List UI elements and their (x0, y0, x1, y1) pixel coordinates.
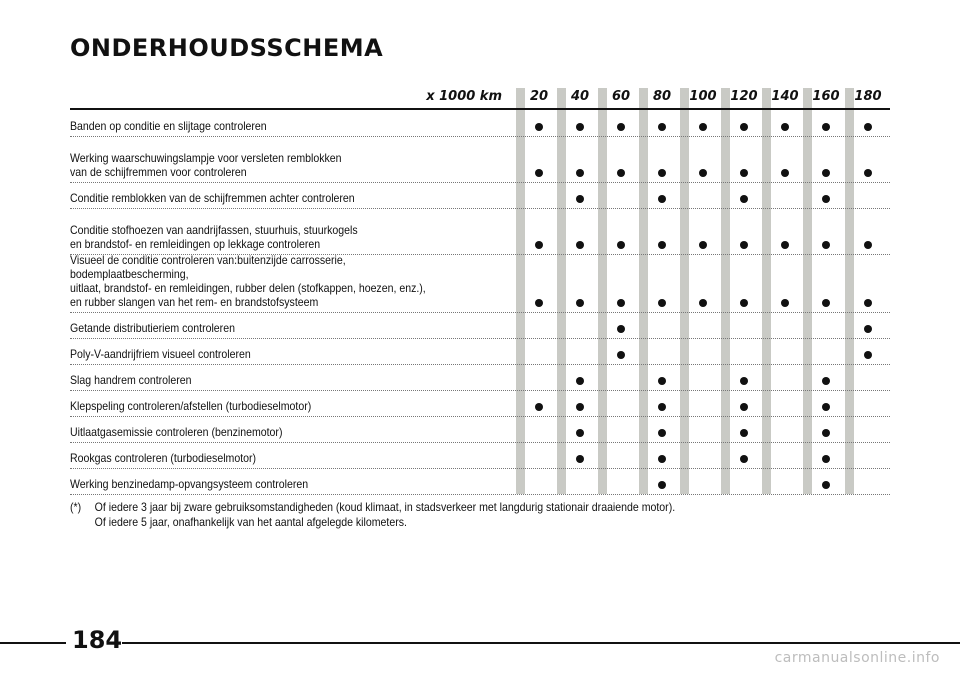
watermark: carmanualsonline.info (774, 650, 940, 666)
column-header: 140 (771, 89, 799, 104)
table-row (70, 137, 890, 183)
table-row (70, 365, 890, 391)
unit-label: x 1000 km (426, 89, 502, 104)
check-dot (658, 169, 666, 177)
column-header: 80 (652, 89, 672, 104)
table-row (70, 183, 890, 209)
check-dot (576, 195, 584, 203)
check-dot (781, 123, 789, 131)
check-dot (576, 403, 584, 411)
check-dot (822, 403, 830, 411)
check-dot (864, 169, 872, 177)
table-row (70, 443, 890, 469)
task-label: Banden op conditie en slijtage controleren (70, 119, 267, 133)
check-dot (658, 403, 666, 411)
check-dot (781, 169, 789, 177)
task-label: Conditie remblokken van de schijfremmen achter controleren (70, 191, 355, 205)
check-dot (658, 429, 666, 437)
column-header: 100 (689, 89, 717, 104)
check-dot (740, 455, 748, 463)
check-dot (864, 351, 872, 359)
table-row (70, 255, 890, 313)
check-dot (740, 123, 748, 131)
table-header (70, 88, 890, 108)
check-dot (576, 377, 584, 385)
check-dot (576, 123, 584, 131)
check-dot (822, 299, 830, 307)
check-dot (535, 241, 543, 249)
check-dot (658, 455, 666, 463)
check-dot (658, 241, 666, 249)
column-header: 20 (529, 89, 549, 104)
check-dot (699, 299, 707, 307)
check-dot (822, 481, 830, 489)
check-dot (822, 169, 830, 177)
check-dot (740, 241, 748, 249)
column-header: 180 (854, 89, 882, 104)
check-dot (864, 325, 872, 333)
check-dot (617, 241, 625, 249)
check-dot (822, 377, 830, 385)
column-header: 40 (570, 89, 590, 104)
check-dot (740, 169, 748, 177)
header-rule (70, 108, 890, 110)
task-label: Werking benzinedamp-opvangsysteem controleren (70, 477, 309, 491)
task-label: Klepspeling controleren/afstellen (turbodieselmotor) (70, 399, 312, 413)
check-dot (658, 195, 666, 203)
check-dot (576, 429, 584, 437)
task-label: Visueel de conditie controleren van:buitenzijde carrosserie, bodemplaatbescherming, uitlaat, brandstof- en remleidingen, rubber delen (stofkappen, hoezen, enz.), en rubber slangen van het rem- en brandstofsysteem (70, 253, 426, 309)
check-dot (617, 351, 625, 359)
row-separator (70, 494, 890, 495)
check-dot (658, 481, 666, 489)
check-dot (658, 123, 666, 131)
check-dot (822, 429, 830, 437)
column-header: 160 (812, 89, 840, 104)
column-header: 120 (730, 89, 758, 104)
check-dot (740, 195, 748, 203)
check-dot (658, 299, 666, 307)
task-label: Werking waarschuwingslampje voor versleten remblokken van de schijfremmen voor controleren (70, 151, 342, 179)
check-dot (535, 169, 543, 177)
check-dot (576, 241, 584, 249)
check-dot (576, 169, 584, 177)
check-dot (781, 241, 789, 249)
check-dot (617, 123, 625, 131)
table-row (70, 469, 890, 495)
check-dot (822, 241, 830, 249)
page-title: ONDERHOUDSSCHEMA (70, 34, 384, 62)
check-dot (576, 455, 584, 463)
check-dot (822, 455, 830, 463)
table-row (70, 113, 890, 137)
check-dot (740, 377, 748, 385)
footnote-text: Of iedere 3 jaar bij zware gebruiksomstandigheden (koud klimaat, in stadsverkeer met langdurig stationair draaiende motor). Of iedere 5 jaar, onafhankelijk van het aantal afgelegde kilometers. (94, 500, 676, 529)
check-dot (617, 325, 625, 333)
check-dot (576, 299, 584, 307)
table-row (70, 391, 890, 417)
column-header: 60 (611, 89, 631, 104)
footnote-mark: (*) (70, 500, 82, 514)
task-label: Slag handrem controleren (70, 373, 192, 387)
page-number-rule-right (122, 642, 960, 644)
check-dot (699, 241, 707, 249)
check-dot (535, 123, 543, 131)
check-dot (535, 299, 543, 307)
check-dot (658, 377, 666, 385)
table-row (70, 209, 890, 255)
check-dot (617, 299, 625, 307)
task-label: Getande distributieriem controleren (70, 321, 235, 335)
check-dot (699, 123, 707, 131)
check-dot (740, 299, 748, 307)
check-dot (822, 195, 830, 203)
page-number: 184 (72, 626, 123, 654)
check-dot (699, 169, 707, 177)
table-row (70, 417, 890, 443)
task-label: Rookgas controleren (turbodieselmotor) (70, 451, 257, 465)
page-number-rule-left (0, 642, 66, 644)
table-row (70, 313, 890, 339)
check-dot (535, 403, 543, 411)
table-row (70, 339, 890, 365)
task-label: Poly-V-aandrijfriem visueel controleren (70, 347, 251, 361)
check-dot (864, 123, 872, 131)
check-dot (864, 241, 872, 249)
check-dot (781, 299, 789, 307)
task-label: Uitlaatgasemissie controleren (benzinemotor) (70, 425, 283, 439)
check-dot (617, 169, 625, 177)
check-dot (864, 299, 872, 307)
check-dot (740, 403, 748, 411)
check-dot (822, 123, 830, 131)
check-dot (740, 429, 748, 437)
task-label: Conditie stofhoezen van aandrijfassen, stuurhuis, stuurkogels en brandstof- en remleidingen op lekkage controleren (70, 223, 358, 251)
